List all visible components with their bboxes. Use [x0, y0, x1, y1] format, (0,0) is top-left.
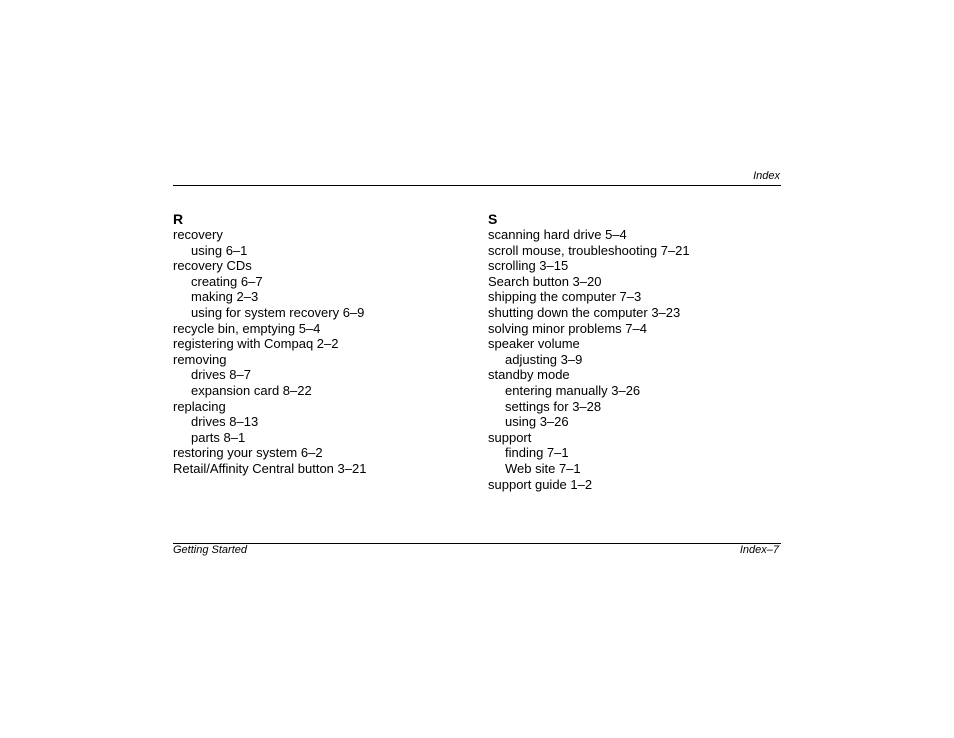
index-entry: shutting down the computer 3–23	[488, 304, 681, 320]
index-subentry: creating 6–7	[191, 273, 263, 289]
index-subentry: drives 8–7	[191, 367, 251, 383]
index-subentry: using 3–26	[505, 414, 569, 430]
index-subentry: drives 8–13	[191, 414, 259, 430]
page-number: Index–7	[739, 544, 779, 556]
index-entry: replacing	[173, 398, 226, 414]
header-rule	[173, 185, 781, 186]
index-subentry: using for system recovery 6–9	[191, 304, 365, 320]
index-entry: recycle bin, emptying 5–4	[173, 320, 321, 336]
index-entry: speaker volume	[488, 336, 580, 352]
index-subentry: settings for 3–28	[505, 398, 602, 414]
running-head: Index	[753, 170, 780, 182]
index-entry: removing	[173, 351, 227, 367]
index-entries-r	[173, 227, 463, 477]
index-column-r	[173, 210, 463, 477]
index-column-s	[488, 210, 788, 492]
index-subentry: using 6–1	[191, 242, 248, 258]
index-entry: support	[488, 429, 532, 445]
index-entry: shipping the computer 7–3	[488, 289, 642, 305]
footer-title: Getting Started	[173, 544, 247, 556]
index-entry: standby mode	[488, 367, 570, 383]
index-entry: recovery CDs	[173, 258, 252, 274]
index-subentry: parts 8–1	[191, 429, 246, 445]
index-entry: Retail/Affinity Central button 3–21	[173, 460, 367, 476]
index-entry: scanning hard drive 5–4	[488, 227, 627, 242]
section-letter-s: S	[488, 211, 498, 227]
index-entry: registering with Compaq 2–2	[173, 336, 339, 352]
index-subentry: finding 7–1	[505, 445, 569, 461]
index-subentry: expansion card 8–22	[191, 382, 312, 398]
index-entry: support guide 1–2	[488, 476, 593, 492]
section-letter-r: R	[173, 211, 184, 227]
footer-rule	[173, 543, 781, 544]
index-entry: restoring your system 6–2	[173, 445, 323, 461]
index-subentry: entering manually 3–26	[505, 382, 641, 398]
index-entry: Search button 3–20	[488, 273, 602, 289]
index-entries-s	[488, 227, 788, 492]
index-subentry: adjusting 3–9	[505, 351, 583, 367]
index-entry: scrolling 3–15	[488, 258, 569, 274]
index-subentry: making 2–3	[191, 289, 259, 305]
index-entry: recovery	[173, 227, 223, 242]
index-entry: solving minor problems 7–4	[488, 320, 647, 336]
index-subentry: Web site 7–1	[505, 460, 581, 476]
index-entry: scroll mouse, troubleshooting 7–21	[488, 242, 690, 258]
